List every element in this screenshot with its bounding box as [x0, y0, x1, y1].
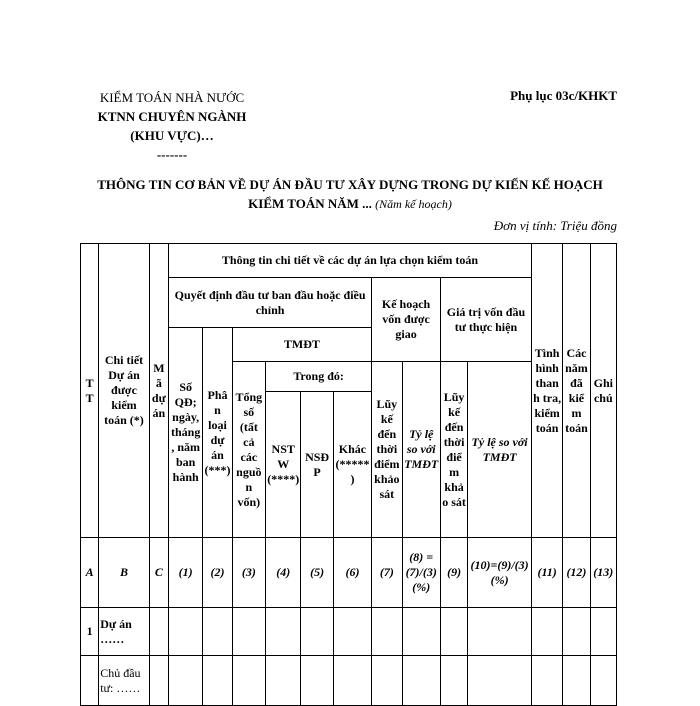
header-quyet-dinh: Quyết định đầu tư ban đầu hoặc điều chỉnh — [168, 278, 371, 328]
code-cell: (5) — [301, 538, 333, 608]
header-cac-nam: Các năm đã kiểm toán — [563, 244, 590, 538]
agency-name: KIỂM TOÁN NHÀ NƯỚC — [99, 90, 245, 105]
row-investor: Chủ đầu tư: …… — [99, 656, 150, 706]
document-title — [60, 175, 640, 214]
agency-specialized: KTNN CHUYÊN NGÀNH — [97, 109, 247, 124]
code-cell: (7) — [372, 538, 402, 608]
header-ke-hoach-von: Kế hoạch vốn được giao — [372, 278, 441, 362]
title-note: (Năm kế hoạch) — [375, 197, 452, 211]
row-project-name: Dự án …… — [99, 608, 150, 656]
header-chi-tiet: Chi tiết Dự án được kiểm toán (*) — [99, 244, 150, 538]
header-thong-tin: Thông tin chi tiết về các dự án lựa chọn kiểm toán — [168, 244, 531, 278]
project-info-table — [80, 243, 617, 706]
header-luy-ke-gia-tri: Lũy kế đến thời điểm khảo sát — [440, 362, 467, 538]
code-cell: (9) — [440, 538, 467, 608]
header-trong-do: Trong đó: — [266, 362, 372, 392]
code-cell: (6) — [333, 538, 371, 608]
code-cell: (3) — [232, 538, 265, 608]
header-so-qd: Số QĐ; ngày, tháng, năm ban hành — [168, 328, 202, 538]
code-cell: (10)=(9)/(3) (%) — [468, 538, 532, 608]
unit-label: Đơn vị tính: Triệu đồng — [493, 218, 617, 233]
header-ty-le-ke-hoach: Tỷ lệ so với TMĐT — [402, 362, 440, 538]
header-ma-du-an: Mã dự án — [149, 244, 168, 538]
header-tmdt: TMĐT — [232, 328, 372, 362]
header-ty-le-gia-tri: Tỷ lệ so với TMĐT — [468, 362, 532, 538]
code-cell: (2) — [203, 538, 232, 608]
code-cell: (11) — [531, 538, 562, 608]
code-cell: (12) — [563, 538, 590, 608]
title-line2: KIỂM TOÁN NĂM ... — [248, 196, 372, 211]
agency-header — [72, 88, 272, 164]
table-row — [81, 608, 617, 656]
title-line1: THÔNG TIN CƠ BẢN VỀ DỰ ÁN ĐẦU TƯ XÂY DỰNG TRONG DỰ KIẾN KẾ HOẠCH — [97, 177, 603, 192]
header-separator: ------- — [156, 147, 188, 162]
header-khac: Khác (*****) — [333, 392, 371, 538]
header-ghi-chu: Ghi chú — [590, 244, 616, 538]
code-cell: (4) — [266, 538, 301, 608]
header-tinh-hinh: Tình hình thanh tra, kiểm toán — [531, 244, 562, 538]
code-cell: (1) — [168, 538, 202, 608]
agency-region: (KHU VỰC)… — [130, 128, 214, 143]
header-luy-ke-ke-hoach: Lũy kế đến thời điểm khảo sát — [372, 362, 402, 538]
table-row — [81, 656, 617, 706]
code-cell: (13) — [590, 538, 616, 608]
header-phan-loai: Phân loại dự án (***) — [203, 328, 232, 538]
code-cell: A — [81, 538, 99, 608]
header-nstw: NSTW (****) — [266, 392, 301, 538]
header-tong-so: Tổng số (tất cả các nguồn vốn) — [232, 362, 265, 538]
row-tt: 1 — [81, 608, 99, 656]
header-gia-tri-von: Giá trị vốn đầu tư thực hiện — [440, 278, 531, 362]
header-nsdp: NSĐP — [301, 392, 333, 538]
appendix-label: Phụ lục 03c/KHKT — [510, 88, 617, 103]
code-cell: B — [99, 538, 150, 608]
code-cell: (8) =(7)/(3) (%) — [402, 538, 440, 608]
header-tt: TT — [81, 244, 99, 538]
column-code-row — [81, 538, 617, 608]
code-cell: C — [149, 538, 168, 608]
